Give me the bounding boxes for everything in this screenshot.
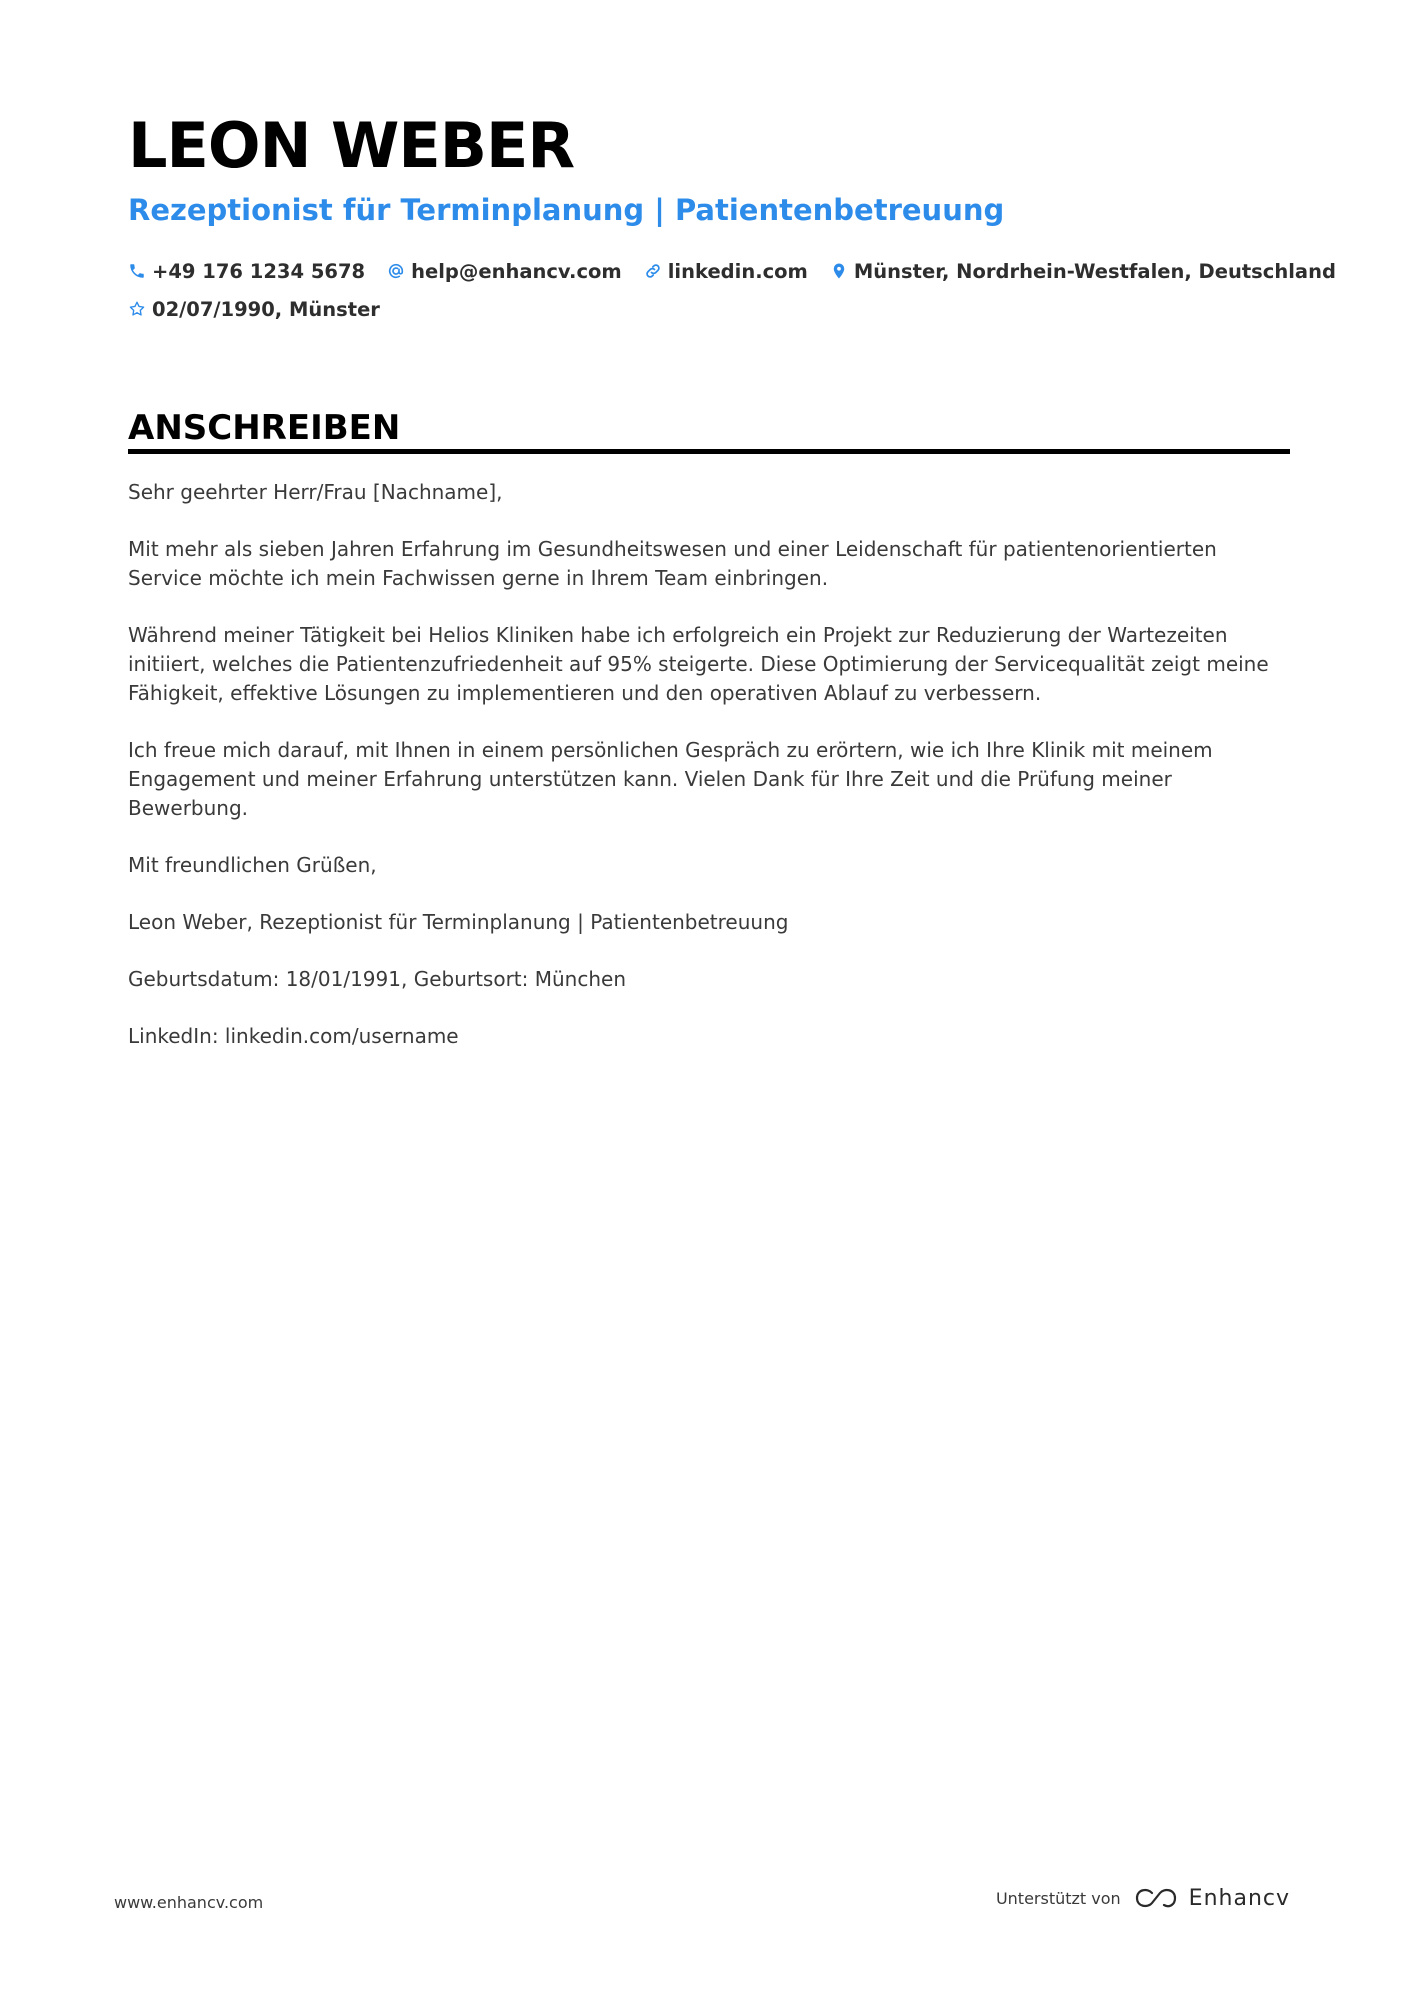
brand-name: Enhancv: [1188, 1885, 1290, 1911]
link-icon: [644, 262, 662, 280]
section-divider: [128, 449, 1290, 454]
letter-body: [128, 478, 1290, 1079]
job-title: Rezeptionist für Terminplanung | Patientenbetreuung: [128, 193, 1005, 227]
powered-by-text: Unterstützt von: [995, 1888, 1121, 1908]
linkedin-contact[interactable]: [644, 260, 808, 283]
applicant-name: LEON WEBER: [128, 109, 575, 182]
email-contact[interactable]: [387, 260, 622, 283]
letter-paragraph: Ich freue mich darauf, mit Ihnen in einem persönlichen Gespräch zu erörtern, wie ich Ihre Klinik mit meinem Engagement und meiner Erfahrung unterstützen kann. Vielen Dank für Ihre Zeit und die Prüfung meiner Bewerbung.: [128, 738, 1213, 820]
letter-salutation: Sehr geehrter Herr/Frau [Nachname],: [128, 480, 503, 504]
at-icon: [387, 262, 405, 280]
phone-icon: [128, 262, 146, 280]
enhancv-logo-icon: [1133, 1884, 1179, 1912]
footer-url[interactable]: www.enhancv.com: [114, 1893, 264, 1912]
location-pin-icon: [830, 262, 848, 280]
section-title: ANSCHREIBEN: [128, 408, 401, 448]
letter-linkedin: LinkedIn: linkedin.com/username: [128, 1024, 459, 1048]
contact-row: [128, 290, 1288, 328]
contact-row: [128, 252, 1336, 290]
location-contact: [830, 260, 1336, 283]
footer-brand: [996, 1884, 1290, 1912]
star-icon: [128, 300, 146, 318]
letter-birth-info: Geburtsdatum: 18/01/1991, Geburtsort: München: [128, 967, 627, 991]
birth-contact: [128, 298, 380, 321]
location-text: Münster, Nordrhein-Westfalen, Deutschland: [853, 259, 1336, 283]
letter-paragraph: Während meiner Tätigkeit bei Helios Kliniken habe ich erfolgreich ein Projekt zur Reduzierung der Wartezeiten initiiert, welches die Patientenzufriedenheit auf 95% steigerte. Diese Optimierung der Servicequalität zeigt meine Fähigkeit, effektive Lösungen zu implementieren und den operativen Ablauf zu verbessern.: [128, 623, 1269, 705]
contact-info: [128, 252, 1336, 328]
letter-signature: Leon Weber, Rezeptionist für Terminplanung | Patientenbetreuung: [128, 910, 789, 934]
letter-paragraph: Mit mehr als sieben Jahren Erfahrung im Gesundheitswesen und einer Leidenschaft für patientenorientierten Service möchte ich mein Fachwissen gerne in Ihrem Team einbringen.: [128, 537, 1217, 590]
email-text[interactable]: help@enhancv.com: [411, 259, 622, 283]
letter-closing: Mit freundlichen Grüßen,: [128, 853, 377, 877]
linkedin-text[interactable]: linkedin.com: [667, 259, 808, 283]
phone-contact: [128, 260, 365, 283]
phone-text: +49 176 1234 5678: [152, 259, 366, 283]
birth-text: 02/07/1990, Münster: [152, 297, 380, 321]
